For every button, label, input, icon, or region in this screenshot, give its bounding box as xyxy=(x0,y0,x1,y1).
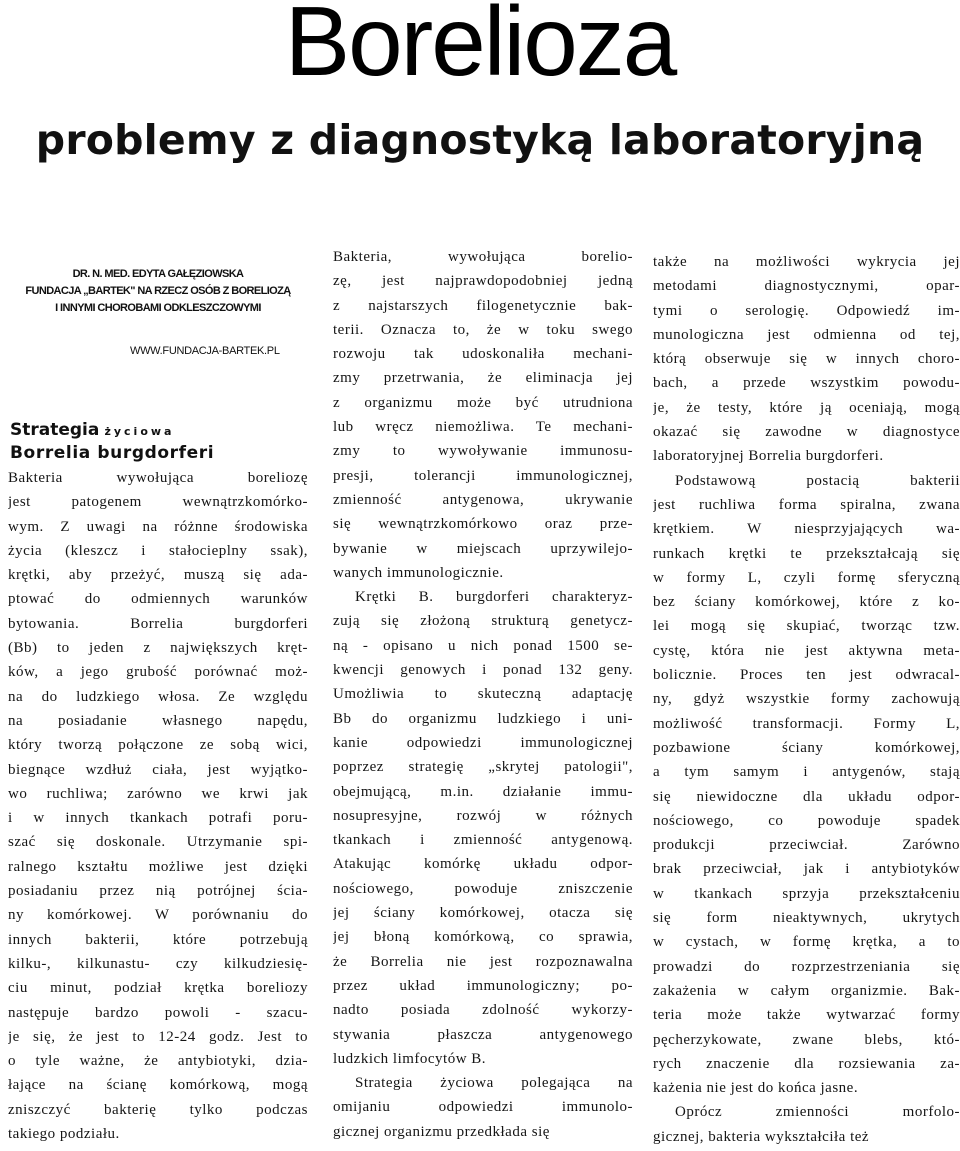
section-heading xyxy=(10,418,214,464)
text-line: Bakteria, wywołująca borelio- xyxy=(333,249,633,265)
text-line: na posiadanie własnego napędu, xyxy=(8,712,308,729)
text-line: jest patogenem wewnątrzkomórko- xyxy=(8,494,308,511)
text-line: wanych immunologicznie. xyxy=(333,564,504,581)
text-line: w tkankach sprzyja przekształceniu xyxy=(653,885,960,902)
text-line: pęcherzykowate, zwane blebs, któ- xyxy=(653,1031,960,1048)
text-line: ków, a jego grubość porównać moż- xyxy=(8,664,308,681)
text-line: zniszczyć bakterię tylko podczas xyxy=(8,1101,308,1118)
text-line: bytowania. Borrelia burgdorferi xyxy=(8,615,308,632)
text-line: i w innych tkankach potrafi poru- xyxy=(8,810,308,827)
text-line: runkach krętki te przekształcają się xyxy=(653,545,960,562)
text-line: jest ruchliwa forma spiralna, zwana xyxy=(653,496,960,513)
text-line: cystę, która nie jest aktywna meta- xyxy=(653,642,960,659)
text-line: posiadaniu przez nią potrójnej ścia- xyxy=(8,883,308,900)
text-line: okazać się zawodne w diagnostyce xyxy=(653,424,960,441)
text-line: z najstarszych filogenetycznie bak- xyxy=(333,297,633,314)
text-line: Bakteria wywołująca boreliozę xyxy=(8,470,308,486)
website-link[interactable]: WWW.FUNDACJA-BARTEK.PL xyxy=(130,345,280,357)
section-heading-small: życiowa xyxy=(104,425,175,438)
text-line: także na możliwości wykrycia jej xyxy=(653,254,960,270)
text-line: prowadzi do rozprzestrzeniania się xyxy=(653,958,960,975)
text-line: obejmującą, m.in. działanie immu- xyxy=(333,783,633,800)
text-line: ralnego kształtu możliwe jest dzięki xyxy=(8,858,308,875)
text-line: ptować do odmiennych warunków xyxy=(8,591,308,608)
text-column-2 xyxy=(333,245,633,1144)
text-line: je się, że jest to 12-24 godz. Jest to xyxy=(8,1028,308,1045)
text-line: kwencji genowych i ponad 132 geny. xyxy=(333,662,633,679)
text-line: następuje bardzo powoli - szacu- xyxy=(8,1004,308,1021)
text-line: bolicznie. Proces ten jest odwracal- xyxy=(653,667,960,684)
text-line: że Borrelia nie jest rozpoznawalna xyxy=(333,953,633,970)
text-line: ciu minut, podział krętka boreliozy xyxy=(8,980,308,997)
text-line: bach, a przede wszystkim powodu- xyxy=(653,375,960,392)
text-line: Podstawową postacią bakterii xyxy=(675,472,960,489)
text-line: każenia nie jest do końca jasne. xyxy=(653,1080,859,1097)
text-column-1 xyxy=(8,466,308,1146)
text-line: wym. Z uwagi na różnne środowiska xyxy=(8,518,308,535)
text-line: możliwość transformacji. Formy L, xyxy=(653,715,960,732)
text-line: nosupresyjne, rozwój w różnych xyxy=(333,807,633,824)
article-subtitle: problemy z diagnostyką laboratoryjną xyxy=(35,116,925,164)
text-line: teria może także wytwarzać formy xyxy=(653,1007,960,1024)
text-line: a tym samym i antygenów, stają xyxy=(653,764,960,781)
text-line: zakażenia w całym organizmie. Bak- xyxy=(653,982,960,999)
text-line: poprzez strategię „skrytej patologii", xyxy=(333,759,633,776)
text-line: je, że testy, które ją oceniają, mogą xyxy=(653,399,960,416)
text-line: się wewnątrzkomórkowo oraz prze- xyxy=(333,516,633,533)
section-heading-word: Strategia xyxy=(10,420,100,440)
text-line: kanie odpowiedzi immunologicznej xyxy=(333,734,633,751)
text-line: nadto posiada zdolność wykorzy- xyxy=(333,1002,633,1019)
text-line: takiego podziału. xyxy=(8,1126,120,1143)
text-line: którą obserwuje się w innych choro- xyxy=(653,351,960,368)
text-line: munologiczna jest odmienna od tej, xyxy=(653,326,960,343)
text-line: się form nieaktywnych, ukrytych xyxy=(653,910,960,927)
text-line: gicznej organizmu przedkłada się xyxy=(333,1123,550,1140)
text-line: o tyle ważne, że antybiotyki, dzia- xyxy=(8,1053,308,1070)
text-line: w cystach, w formę krętka, a to xyxy=(653,934,960,951)
text-line: Atakując komórkę układu odpor- xyxy=(333,856,633,873)
text-line: krętki, aby przeżyć, muszą się ada- xyxy=(8,567,308,584)
text-line: laboratoryjnej Borrelia burgdorferi. xyxy=(653,448,884,465)
text-line: ludzkich limfocytów B. xyxy=(333,1050,487,1067)
text-line: tkankach i zmienność antygenową. xyxy=(333,832,633,849)
text-line: bez ściany komórkowej, które z ko- xyxy=(653,594,960,611)
byline xyxy=(8,266,308,317)
text-line: rozwoju tak udoskonaliła mechani- xyxy=(333,346,633,363)
text-line: nościowego, powoduje zniszczenie xyxy=(333,880,633,897)
text-line: szać się doskonale. Utrzymanie spi- xyxy=(8,834,308,851)
text-line: z organizmu może być utrudniona xyxy=(333,394,633,411)
section-heading-organism: Borrelia burgdorferi xyxy=(10,443,215,463)
text-line: krętkiem. W niesprzyjających wa- xyxy=(653,521,960,538)
text-line: jej błoną komórkową, co sprawia, xyxy=(333,929,633,946)
text-line: gicznej, bakteria wykształciła też xyxy=(653,1128,870,1145)
text-line: biegnące wzdłuż ciała, jest wyjątko- xyxy=(8,761,308,778)
text-line: ną - opisano u nich ponad 1500 se- xyxy=(333,637,633,654)
text-line: zują się złożoną strukturą genetycz- xyxy=(333,613,633,630)
article-title: Borelioza xyxy=(284,0,676,96)
text-line: stywania płaszcza antygenowego xyxy=(333,1026,633,1043)
text-line: kilku-, kilkunastu- czy kilkudziesię- xyxy=(8,955,308,972)
organization-line-1: FUNDACJA „BARTEK" NA RZECZ OSÓB Z BORELIOZĄ xyxy=(25,285,291,297)
text-line: ny, gdyż wszystkie formy zachowują xyxy=(653,691,960,708)
text-line: bywanie w miejscach uprzywilejo- xyxy=(333,540,633,557)
text-line: Krętki B. burgdorferi charakteryz- xyxy=(355,589,633,606)
text-line: przez układ immunologiczny; po- xyxy=(333,977,633,994)
text-line: innych bakterii, które potrzebują xyxy=(8,931,308,948)
text-line: zmy to wywoływanie immunosu- xyxy=(333,443,633,460)
text-line: się niewidoczne dla układu odpor- xyxy=(653,788,960,805)
text-line: lub wręcz niemożliwa. Te mechani- xyxy=(333,419,633,436)
author-name: DR. N. MED. EDYTA GAŁĘZIOWSKA xyxy=(72,268,244,280)
text-line: brak przeciwciał, jak i antybiotyków xyxy=(653,861,960,878)
text-line: Bb do organizmu ludzkiego i uni- xyxy=(333,710,633,727)
text-line: na do ludzkiego włosa. Ze względu xyxy=(8,688,308,705)
text-line: zę, jest najprawdopodobniej jedną xyxy=(333,273,633,290)
text-line: pozbawione ściany komórkowej, xyxy=(653,739,960,756)
text-line: presji, tolerancji immunologicznej, xyxy=(333,467,633,484)
text-line: Oprócz zmienności morfolo- xyxy=(675,1104,960,1121)
text-line: Umożliwia to skuteczną adaptację xyxy=(333,686,633,703)
text-line: metodami diagnostycznymi, opar- xyxy=(653,278,960,295)
text-line: produkcji przeciwciał. Zarówno xyxy=(653,837,960,854)
text-line: łające na ścianę komórkową, mogą xyxy=(8,1077,308,1094)
text-line: który tworzą połączone ze sobą wici, xyxy=(8,737,308,754)
text-line: wo ruchliwa; zarówno we krwi jak xyxy=(8,785,308,802)
text-line: nościowego, co powoduje spadek xyxy=(653,812,960,829)
text-line: zmienność antygenowa, ukrywanie xyxy=(333,491,633,508)
text-line: jej ściany komórkowej, otacza się xyxy=(333,905,633,922)
text-line: (Bb) to jeden z największych kręt- xyxy=(8,640,308,657)
text-line: zmy przetrwania, że eliminacja jej xyxy=(333,370,633,387)
text-line: tymi o serologię. Odpowiedź im- xyxy=(653,302,960,319)
text-line: terii. Oznacza to, że w toku swego xyxy=(333,321,633,338)
text-line: rych znaczenie dla rozsiewania za- xyxy=(653,1055,960,1072)
text-column-3 xyxy=(653,250,960,1149)
text-line: ny komórkowej. W porównaniu do xyxy=(8,907,308,924)
organization-line-2: I INNYMI CHOROBAMI ODKLESZCZOWYMI xyxy=(55,302,261,314)
text-line: życia (kleszcz i stałocieplny ssak), xyxy=(8,542,308,559)
text-line: Strategia życiowa polegająca na xyxy=(355,1075,633,1092)
text-line: omijaniu odpowiedzi immunolo- xyxy=(333,1099,633,1116)
text-line: lei mogą się skupiać, tworząc tzw. xyxy=(653,618,960,635)
text-line: w formy L, czyli formę sferyczną xyxy=(653,569,960,586)
